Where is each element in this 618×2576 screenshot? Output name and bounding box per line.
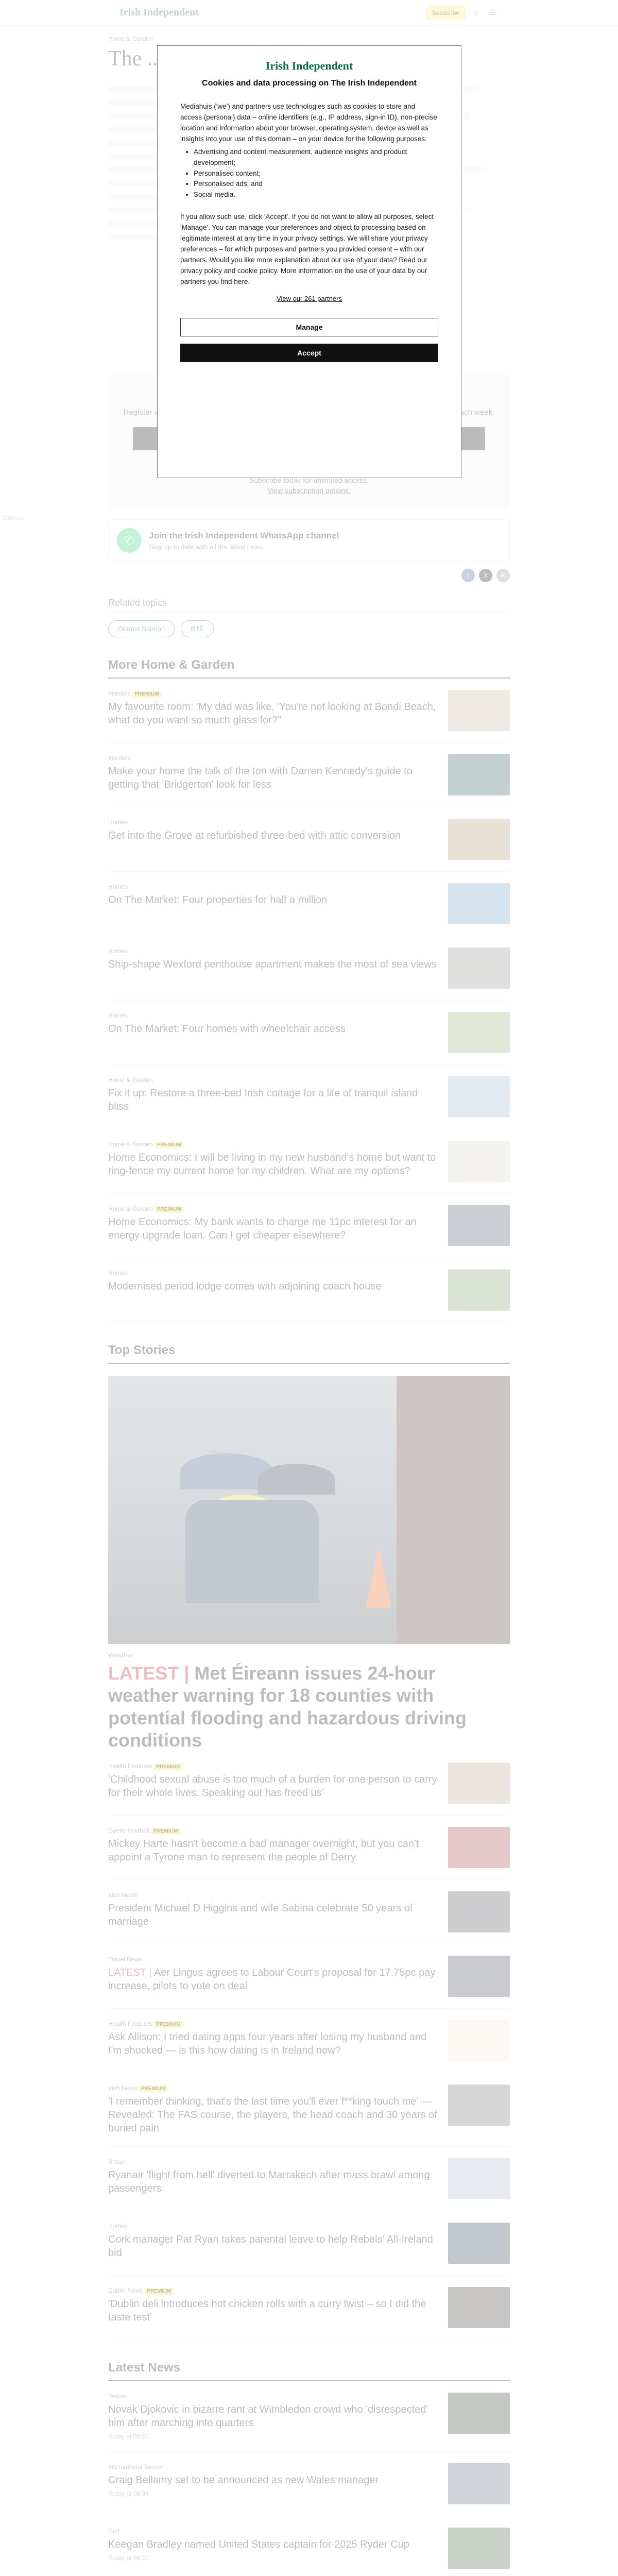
view-partners-link[interactable]: View our 261 partners <box>277 294 342 302</box>
manage-button[interactable]: Manage <box>180 318 438 336</box>
consent-body: If you allow such use, click 'Accept'. If you do not want to allow all purposes, select 'Manage'. You can manage your preferences and object to processing based on legitimate interest at any time in your privacy settings. We will share your privacy preferences – for which purposes and partners you provided consent – with our partners. Would you like more explanation about our use of your data? Read our privacy policy and cookie policy. More information on the use of your data by our partners you find here. <box>180 213 434 285</box>
accept-button[interactable]: Accept <box>180 344 438 362</box>
consent-purposes <box>194 147 438 201</box>
consent-purpose: • Personalised ads; and <box>194 179 438 190</box>
consent-intro: Mediahuis ('we') and partners use technologies such as cookies to store and access (personal) data – online identifiers (e.g., IP address, sign-in ID), non-precise location and information about your browser, operating system, device as well as insights into your use of this domain – on your device for the following purposes: <box>180 103 437 143</box>
consent-title: Cookies and data processing on The Irish Independent <box>202 79 417 88</box>
consent-dialog <box>157 45 461 478</box>
consent-purpose: • Advertising and content measurement, audience insights and product development; <box>194 147 438 168</box>
consent-purpose: • Social media. <box>194 190 438 200</box>
consent-purpose: • Personalised content; <box>194 168 438 179</box>
consent-logo: Irish Independent <box>265 59 353 72</box>
